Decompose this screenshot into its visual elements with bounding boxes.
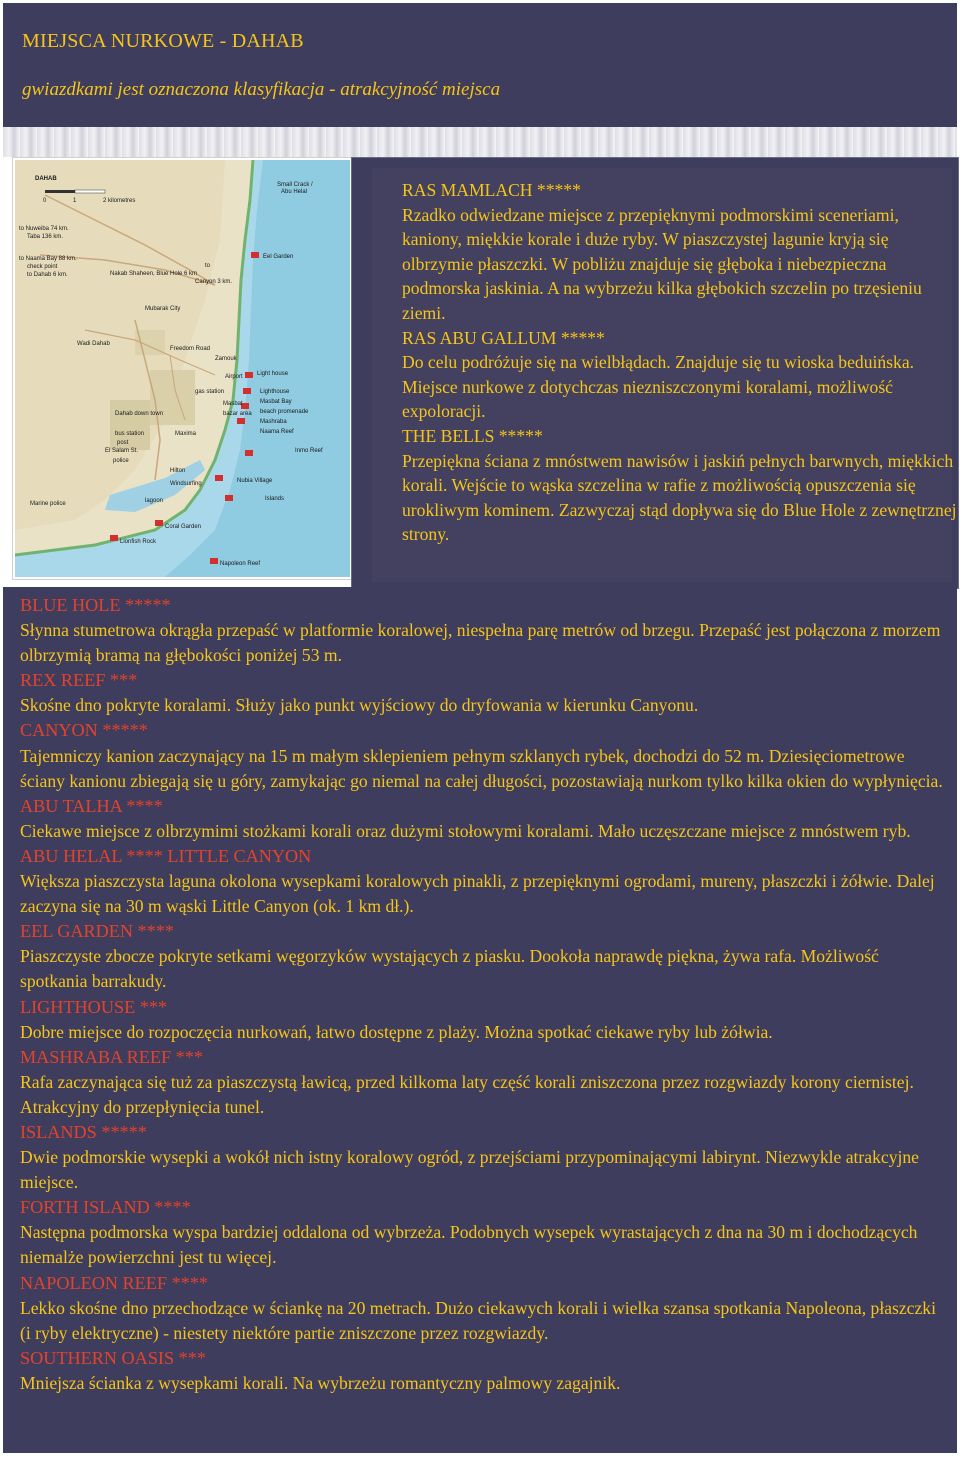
svg-text:Lionfish Rock: Lionfish Rock xyxy=(120,539,157,545)
svg-text:Canyon 3 km.: Canyon 3 km. xyxy=(195,279,233,285)
svg-text:Zamouk: Zamouk xyxy=(215,356,237,362)
svg-text:Mubarak City: Mubarak City xyxy=(145,306,181,312)
site-name: RAS ABU GALLUM ***** xyxy=(402,327,605,348)
svg-text:beach promenade: beach promenade xyxy=(260,409,309,415)
svg-text:Wadi Dahab: Wadi Dahab xyxy=(77,341,110,347)
site-name: EEL GARDEN **** xyxy=(20,921,174,942)
svg-text:to Naama Bay 88 km.: to Naama Bay 88 km. xyxy=(19,256,77,262)
svg-text:Mashraba: Mashraba xyxy=(260,419,287,425)
svg-text:to Dahab 6 km.: to Dahab 6 km. xyxy=(27,272,68,278)
svg-text:Naama Reef: Naama Reef xyxy=(260,429,294,435)
svg-text:Masbat: Masbat xyxy=(223,401,243,407)
svg-text:Freedom Road: Freedom Road xyxy=(170,346,211,352)
site-description: Mniejsza ścianka z wysepkami korali. Na wybrzeżu romantyczny palmowy zagajnik. xyxy=(20,1372,621,1393)
site-name: BLUE HOLE ***** xyxy=(20,595,171,615)
svg-text:Napoleon Reef: Napoleon Reef xyxy=(220,561,261,567)
site-description: Dobre miejsce do rozpoczęcia nurkowań, łatwo dostępne z plaży. Można spotkać ciekawe ryby lub żółwia. xyxy=(20,1021,773,1042)
site-description: Tajemniczy kanion zaczynający na 15 m małym sklepieniem pełnym szklanych rybek, dochodzi do 52 m. Dziesięciometrowe ściany kanionu zbiegają się u góry, zamykając go niemal na całej długości, pozostawiają nurkom tylko kilka okien do wypłynięcia. xyxy=(20,745,943,791)
site-description: Rzadko odwiedzane miejsce z przepięknymi podmorskimi sceneriami, kaniony, miękkie korale i duże ryby. W piaszczystej lagunie kryją się olbrzymie płaszczki. W pobliżu znajduje się głęboka i niebezpieczna podmorska jaskinia. A na wybrzeżu kilka głębokich szczelin po trzęsieniu ziemi. xyxy=(402,204,922,323)
svg-text:Lighthouse: Lighthouse xyxy=(260,389,290,395)
site-description: Następna podmorska wyspa bardziej oddalona od wybrzeża. Podobnych wysepek wyrastających z dna na 30 m i dochodzących niemalże powierzchni jest tu więcej. xyxy=(20,1222,918,1268)
svg-text:El Salam St.: El Salam St. xyxy=(105,448,139,454)
svg-text:DAHAB: DAHAB xyxy=(35,176,57,182)
svg-text:2 kilometres: 2 kilometres xyxy=(103,198,136,204)
svg-text:Windsurfing: Windsurfing xyxy=(170,481,202,487)
svg-text:gas station: gas station xyxy=(195,389,225,395)
map-illustration xyxy=(15,160,350,577)
site-name: ABU TALHA **** xyxy=(20,795,163,816)
svg-text:Islands: Islands xyxy=(265,496,285,502)
svg-text:Nubia Village: Nubia Village xyxy=(237,478,273,484)
svg-text:Masbat Bay: Masbat Bay xyxy=(260,399,292,405)
svg-text:to Nuweiba 74 km.: to Nuweiba 74 km. xyxy=(19,226,69,232)
site-name: CANYON ***** xyxy=(20,720,148,741)
svg-text:bus station: bus station xyxy=(115,431,145,437)
svg-text:Coral Garden: Coral Garden xyxy=(165,524,202,530)
site-description: Ciekawe miejsce z olbrzymimi stożkami korali oraz dużymi stołowymi koralami. Mało uczęszczane miejsce z mnóstwem ryb. xyxy=(20,820,911,841)
decorative-stripe xyxy=(3,127,957,157)
site-name: FORTH ISLAND **** xyxy=(20,1197,191,1218)
bottom-dive-sites-panel xyxy=(3,587,957,1453)
site-description: Słynna stumetrowa okrągła przepaść w platformie koralowej, niespełna parę metrów od brzegu. Przepaść jest połączona z morzem olbrzymią bramą na głębokości poniżej 53 m. xyxy=(20,620,941,666)
svg-text:Abu Helal: Abu Helal xyxy=(281,189,308,195)
svg-text:0: 0 xyxy=(43,198,47,204)
site-name: SOUTHERN OASIS *** xyxy=(20,1347,206,1368)
site-description: Piaszczyste zbocze pokryte setkami węgorzyków wystających z piasku. Dookoła naprawdę piękna, żywa rafa. Możliwość spotkania barrakudy. xyxy=(20,946,879,992)
svg-text:Eel Garden: Eel Garden xyxy=(263,254,294,260)
svg-text:Hilton: Hilton xyxy=(170,468,186,474)
svg-text:1: 1 xyxy=(73,198,77,204)
site-description: Lekko skośne dno przechodzące w ściankę na 20 metrach. Dużo ciekawych korali i wielka szansa spotkania Napoleona, płaszczki (i ryby elektryczne) - niestety niektóre partie zniszczone przez rozgwiazdy. xyxy=(20,1297,936,1343)
site-name: ABU HELAL **** LITTLE CANYON xyxy=(20,845,312,866)
page-title: MIEJSCA NURKOWE - DAHAB xyxy=(22,30,304,52)
svg-text:Airport: Airport xyxy=(225,374,243,380)
top-dive-sites-list xyxy=(402,178,960,547)
site-name: THE BELLS ***** xyxy=(402,425,543,446)
svg-text:Marine police: Marine police xyxy=(30,501,66,507)
site-description: Do celu podróżuje się na wielbłądach. Znajduje się tu wioska beduińska. Miejsce nurkowe z dotychczas niezniszczonymi koralami, możliwość expoloracji. xyxy=(402,352,915,422)
site-name: NAPOLEON REEF **** xyxy=(20,1272,208,1293)
svg-text:to: to xyxy=(205,263,211,269)
site-name: LIGHTHOUSE *** xyxy=(20,996,168,1017)
top-dive-sites-box xyxy=(372,168,957,582)
dahab-map xyxy=(12,157,353,580)
site-description: Dwie podmorskie wysepki a wokół nich istny koralowy ogród, z przejściami przypominającymi labirynt. Niezwykle atrakcyjne miejsce. xyxy=(20,1147,919,1193)
svg-text:lagoon: lagoon xyxy=(145,498,164,504)
site-name: RAS MAMLACH ***** xyxy=(402,180,581,200)
svg-text:Inmo Reef: Inmo Reef xyxy=(295,448,323,454)
svg-text:post: post xyxy=(117,440,129,446)
site-name: MASHRABA REEF *** xyxy=(20,1046,203,1067)
site-description: Przepiękna ściana z mnóstwem nawisów i jaskiń pełnych barwnych, miękkich korali. Wejście to wąska szczelina w rafie z możliwością opuszczenia się urokliwym kominem. Zazwyczaj stąd dopływa się do Blue Hole z zewnętrznej strony. xyxy=(402,450,957,545)
site-description: Rafa zaczynająca się tuż za piaszczystą ławicą, przed kilkoma laty część korali zniszczona przez rozgwiazdy korony ciernistej. Atrakcyjny do przepłynięcia tunel. xyxy=(20,1071,914,1117)
top-dive-sites-panel xyxy=(351,157,959,589)
site-name: REX REEF *** xyxy=(20,670,138,691)
svg-text:Maxima: Maxima xyxy=(175,431,197,437)
svg-text:police: police xyxy=(113,458,129,464)
bottom-dive-sites-list xyxy=(20,593,948,1396)
site-name: ISLANDS ***** xyxy=(20,1121,147,1142)
svg-text:Taba 136 km.: Taba 136 km. xyxy=(27,234,64,240)
svg-text:Nakab Shaheen, Blue Hole 6 km: Nakab Shaheen, Blue Hole 6 km xyxy=(110,271,198,277)
svg-text:bazar area: bazar area xyxy=(223,411,252,417)
page-header xyxy=(3,3,957,127)
site-description: Większa piaszczysta laguna okolona wysepkami koralowych pinakli, z przepięknymi ogrodami, mureny, płaszczki i żółwie. Dalej zaczyna się na 30 m wąski Little Canyon (ok. 1 km dł.). xyxy=(20,871,935,917)
svg-text:check point: check point xyxy=(27,264,58,270)
site-description: Skośne dno pokryte koralami. Służy jako punkt wyjściowy do dryfowania w kierunku Canyonu. xyxy=(20,695,699,716)
svg-text:Small Crack /: Small Crack / xyxy=(277,182,313,188)
page-subtitle: gwiazdkami jest oznaczona klasyfikacja - atrakcyjność miejsca xyxy=(22,79,501,100)
svg-text:Dahab down town: Dahab down town xyxy=(115,411,164,417)
svg-text:Light house: Light house xyxy=(257,371,289,377)
